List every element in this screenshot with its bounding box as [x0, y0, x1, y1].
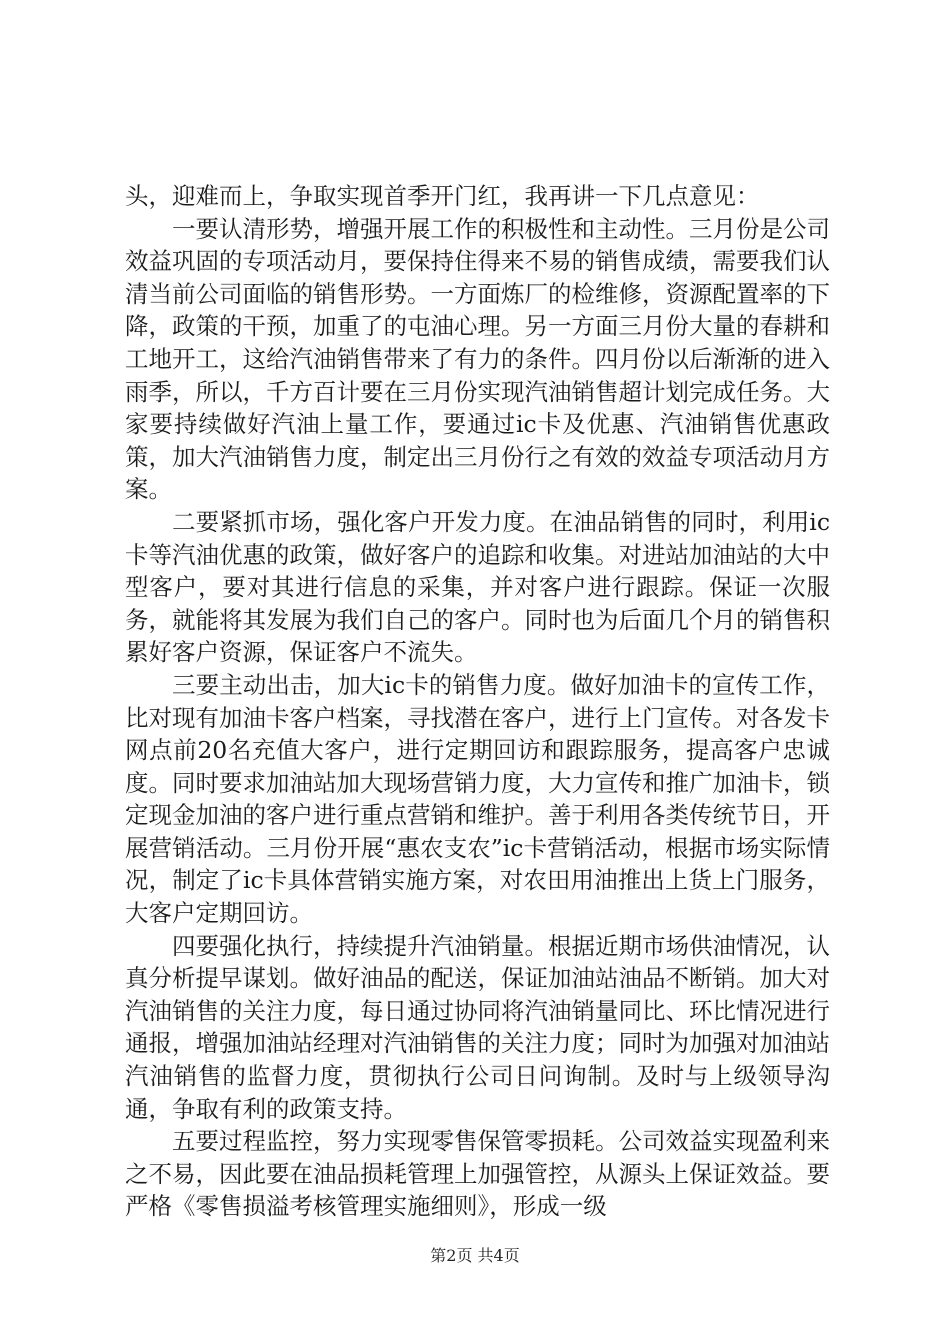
paragraph-point-one: 一要认清形势，增强开展工作的积极性和主动性。三月份是公司效益巩固的专项活动月，要保持住得来不易的销售成绩，需要我们认清当前公司面临的销售形势。一方面炼厂的检维修，资源配置率的下降，政策的干预，加重了的屯油心理。另一方面三月份大量的春耕和工地开工，这给汽油销售带来了有力的条件。四月份以后渐渐的进入雨季，所以，千方百计要在三月份实现汽油销售超计划完成任务。大家要持续做好汽油上量工作，要通过ic卡及优惠、汽油销售优惠政策，加大汽油销售力度，制定出三月份行之有效的效益专项活动月方案。	[125, 214, 830, 504]
paragraph-point-four: 四要强化执行，持续提升汽油销量。根据近期市场供油情况，认真分析提早谋划。做好油品的配送，保证加油站油品不断销。加大对汽油销售的关注力度，每日通过协同将汽油销量同比、环比情况进行通报，增强加油站经理对汽油销售的关注力度；同时为加强对加油站汽油销售的监督力度，贯彻执行公司日问询制。及时与上级领导沟通，争取有利的政策支持。	[125, 931, 830, 1123]
paragraph-continuation: 头，迎难而上，争取实现首季开门红，我再讲一下几点意见：	[125, 182, 760, 210]
paragraph-point-five: 五要过程监控，努力实现零售保管零损耗。公司效益实现盈利来之不易，因此要在油品损耗管理上加强管控，从源头上保证效益。要严格《零售损溢考核管理实施细则》，形成一级	[125, 1127, 830, 1221]
paragraph-point-two: 二要紧抓市场，强化客户开发力度。在油品销售的同时，利用ic卡等汽油优惠的政策，做好客户的追踪和收集。对进站加油站的大中型客户，要对其进行信息的采集，并对客户进行跟踪。保证一次服务，就能将其发展为我们自己的客户。同时也为后面几个月的销售积累好客户资源，保证客户不流失。	[125, 507, 830, 667]
page-number-footer: 第2页 共4页	[430, 1246, 520, 1265]
paragraph-point-three: 三要主动出击，加大ic卡的销售力度。做好加油卡的宣传工作，比对现有加油卡客户档案，寻找潜在客户，进行上门宣传。对各发卡网点前20名充值大客户，进行定期回访和跟踪服务，提高客户忠诚度。同时要求加油站加大现场营销力度，大力宣传和推广加油卡，锁定现金加油的客户进行重点营销和维护。善于利用各类传统节日，开展营销活动。三月份开展“惠农支农”ic卡营销活动，根据市场实际情况，制定了ic卡具体营销实施方案，对农田用油推出上货上门服务，大客户定期回访。	[125, 670, 830, 928]
document-body	[125, 180, 830, 1223]
